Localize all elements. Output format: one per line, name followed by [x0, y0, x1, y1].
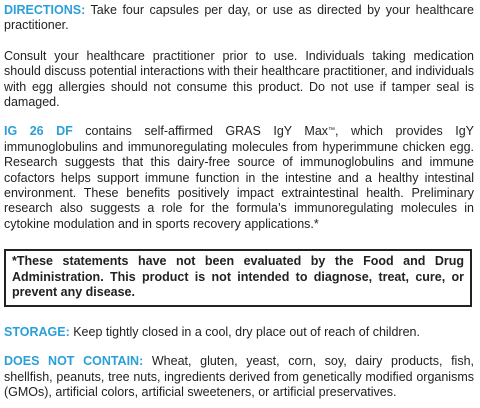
- does-not-contain-label: DOES NOT CONTAIN:: [4, 354, 144, 369]
- directions-label: DIRECTIONS:: [4, 3, 86, 17]
- caution-paragraph: Consult your healthcare practitioner prior to use. Individuals taking medication should discuss potential interactions with their healthcare practitioner, and individuals with egg allergies should not consume this product. Do not use if tamper seal is damaged.: [4, 48, 474, 110]
- trademark-symbol: ™: [328, 127, 336, 135]
- description-paragraph: [4, 124, 474, 232]
- directions-paragraph: [4, 3, 474, 34]
- directions-text: Take four capsules per day, or use as directed by your healthcare practitioner.: [4, 3, 474, 33]
- description-text-before-tm: contains self-affirmed GRAS IgY Max: [72, 124, 329, 139]
- fda-disclaimer-text: *These statements have not been evaluated by the Food and Drug Administration. This product is not intended to diagnose, treat, cure, or prevent any disease.: [12, 254, 464, 300]
- supplement-label-panel: [4, 3, 474, 401]
- storage-text: Keep tightly closed in a cool, dry place out of reach of children.: [69, 325, 420, 340]
- fda-disclaimer-box: [4, 249, 472, 307]
- does-not-contain-text: Wheat, gluten, yeast, corn, soy, dairy products, fish, shellfish, peanuts, tree nuts, ingredients derived from genetically modified organisms (GMOs), artificial colors, artificial sweeteners, or artificial preservatives.: [4, 354, 474, 400]
- product-name-label: IG 26 DF: [4, 124, 73, 139]
- description-text-after-tm: , which provides IgY immunoglobulins and immunoregulating molecules from hyperimmune chicken egg. Research suggests that this dairy-free source of immunoglobulins and immune cofactors helps support immune function in the intestine and a healthy intestinal environment. These benefits positively impact extraintestinal health. Preliminary research also suggests a role for the formula’s immunoregulating molecules in cytokine modulation and in sports recovery applications.*: [4, 124, 475, 231]
- does-not-contain-paragraph: [4, 354, 474, 400]
- storage-label: STORAGE:: [4, 325, 70, 340]
- storage-paragraph: [4, 325, 474, 340]
